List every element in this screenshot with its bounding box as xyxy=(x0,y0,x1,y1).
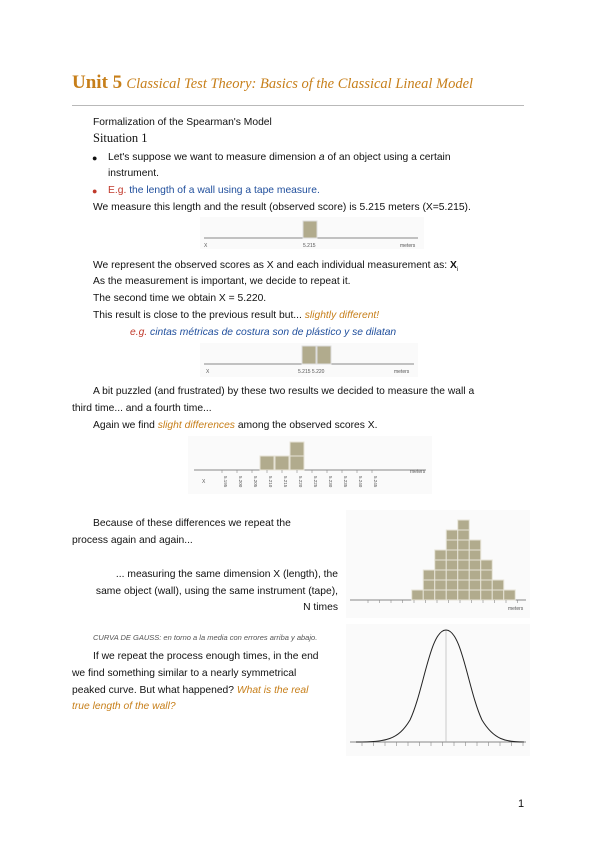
fig3-bar xyxy=(275,456,289,470)
fig2-x-label: X xyxy=(206,369,210,375)
fig4-bar xyxy=(412,590,424,600)
fig4-bar xyxy=(492,580,504,590)
fig4-bar xyxy=(469,540,481,550)
fig1-unit-label: meters xyxy=(400,243,416,249)
fig4-bar xyxy=(458,580,470,590)
paragraph-second: The second time we obtain X = 5.220. xyxy=(93,293,267,304)
fig4-bar xyxy=(435,590,447,600)
fig4-bar xyxy=(423,590,435,600)
fig3-tick-label: 5.210 xyxy=(268,476,273,488)
paragraph-differences: Again we find slight differences among the observed scores X. xyxy=(93,420,378,431)
paragraph-symmetrical: we find something similar to a nearly symmetrical xyxy=(72,668,297,679)
section-heading: Formalization of the Spearman's Model xyxy=(93,117,272,128)
fig4-bar xyxy=(446,550,458,560)
figure-four-measurements xyxy=(188,436,432,494)
paragraph-true-length: true length of the wall? xyxy=(72,701,176,712)
fig3-tick-label: 5.215 xyxy=(283,476,288,488)
fig3-bar xyxy=(260,456,274,470)
bar-one xyxy=(303,221,317,238)
fig4-bar xyxy=(458,550,470,560)
fig3-x-label: X xyxy=(202,479,206,485)
paragraph-puzzled-cont: third time... and a fourth time... xyxy=(72,403,212,414)
fig4-bar xyxy=(481,590,493,600)
title-divider xyxy=(72,105,524,106)
fig4-bar xyxy=(458,570,470,580)
fig1-value-label: 5.215 xyxy=(303,243,316,249)
fig2-unit-label: meters xyxy=(394,369,410,375)
fig3-tick-label: 5.225 xyxy=(313,476,318,488)
bar-first xyxy=(302,346,316,364)
fig3-tick-label: 5.235 xyxy=(343,476,348,488)
fig3-tick-label: 5.200 xyxy=(238,476,243,488)
fig4-bar xyxy=(469,560,481,570)
fig3-unit-label: meters xyxy=(410,469,426,475)
figure-gauss-curve xyxy=(346,624,530,756)
paragraph-puzzled: A bit puzzled (and frustrated) by these two results we decided to measure the wall a xyxy=(93,386,475,397)
fig4-bar xyxy=(504,590,516,600)
figure-two-measurements xyxy=(200,343,418,377)
paragraph-example: e.g. cintas métricas de costura son de plástico y se dilatan xyxy=(130,327,397,338)
fig4-bar xyxy=(423,580,435,590)
fig4-bar xyxy=(469,580,481,590)
situation-label: Situation 1 xyxy=(93,131,148,145)
fig4-bar xyxy=(446,570,458,580)
paragraph-notation: We represent the observed scores as X and each individual measurement as: $X_i$ xyxy=(93,260,459,274)
fig2-value-label: 5.215 5.220 xyxy=(298,369,325,375)
fig4-bar xyxy=(458,520,470,530)
paragraph-repeat: As the measurement is important, we decide to repeat it. xyxy=(93,276,351,287)
figure-one-measurement xyxy=(200,217,424,249)
fig4-bar xyxy=(446,530,458,540)
paragraph-repeat-again: Because of these differences we repeat the xyxy=(93,518,291,529)
fig4-bar xyxy=(481,580,493,590)
page-number: 1 xyxy=(518,798,525,810)
fig3-tick-label: 5.205 xyxy=(253,476,258,488)
fig4-bar xyxy=(446,590,458,600)
fig4-bar xyxy=(481,570,493,580)
paragraph-repeat-again-cont: process again and again... xyxy=(72,535,193,546)
bullet-dot: ● xyxy=(92,153,98,163)
fig4-bar xyxy=(469,550,481,560)
fig1-x-label: X xyxy=(204,243,208,249)
fig4-bar xyxy=(469,570,481,580)
fig3-bar xyxy=(290,456,304,470)
fig4-bar xyxy=(458,540,470,550)
bullet-1-cont: instrument. xyxy=(108,168,159,179)
fig4-bar xyxy=(423,570,435,580)
paragraph-same-object: same object (wall), using the same instrument (tape), xyxy=(95,586,338,597)
unit-subtitle: Classical Test Theory: Basics of the Classical Lineal Model xyxy=(126,76,474,92)
fig4-bar xyxy=(492,590,504,600)
fig4-bar xyxy=(458,560,470,570)
gauss-note: CURVA DE GAUSS: en torno a la media con errores arriba y abajo. xyxy=(93,633,318,642)
paragraph-same-dimension: ... measuring the same dimension X (length), the xyxy=(115,569,338,580)
fig4-bar xyxy=(458,530,470,540)
paragraph-peaked: peaked curve. But what happened? What is the real xyxy=(72,685,309,696)
fig4-unit-label: meters xyxy=(508,606,524,612)
fig3-tick-label: 5.220 xyxy=(298,476,303,488)
bullet-dot: ● xyxy=(92,186,98,196)
unit-title xyxy=(72,72,473,94)
unit-label: Unit 5 xyxy=(72,72,123,93)
fig4-bar xyxy=(435,560,447,570)
fig3-tick-label: 5.240 xyxy=(358,476,363,488)
fig3-tick-label: 5.245 xyxy=(373,476,378,488)
fig4-bar xyxy=(435,550,447,560)
fig4-bar xyxy=(458,590,470,600)
fig3-bar xyxy=(290,442,304,456)
fig4-bar xyxy=(446,560,458,570)
fig4-bar xyxy=(446,580,458,590)
paragraph-n-times: N times xyxy=(303,602,338,613)
paragraph-close: This result is close to the previous result but... slightly different! xyxy=(93,310,380,321)
bullet-1: ● Let's suppose we want to measure dimension a of an object using a certain xyxy=(108,150,451,166)
paragraph-observed-score: We measure this length and the result (observed score) is 5.215 meters (X=5.215). xyxy=(93,202,471,213)
fig4-bar xyxy=(481,560,493,570)
bar-second xyxy=(317,346,331,364)
fig3-tick-label: 5.230 xyxy=(328,476,333,488)
figure-histogram xyxy=(346,510,530,618)
fig4-bar xyxy=(435,570,447,580)
bullet-2: ● E.g. the length of a wall using a tape measure. xyxy=(108,183,320,199)
fig3-tick-label: 5.195 xyxy=(223,476,228,488)
fig4-bar xyxy=(446,540,458,550)
paragraph-enough-times: If we repeat the process enough times, in the end xyxy=(93,651,319,662)
fig4-bar xyxy=(469,590,481,600)
fig4-bar xyxy=(435,580,447,590)
